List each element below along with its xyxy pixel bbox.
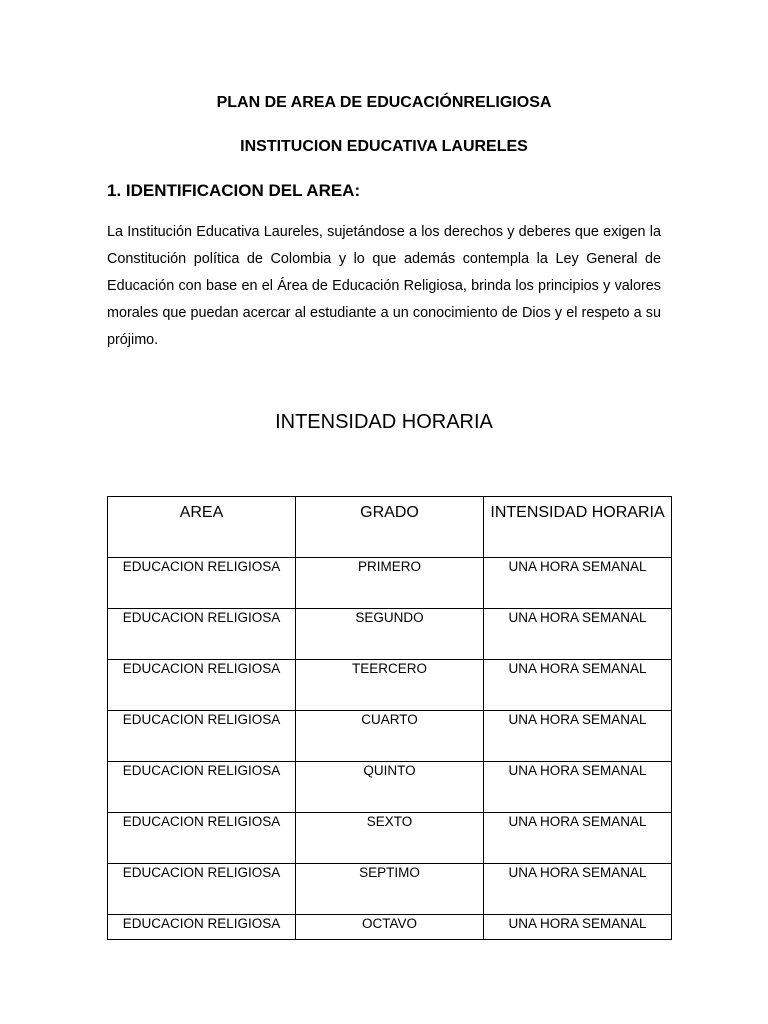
cell-intensidad: UNA HORA SEMANAL xyxy=(484,813,672,864)
table-row xyxy=(108,558,672,609)
cell-area: EDUCACION RELIGIOSA xyxy=(108,660,296,711)
table-row xyxy=(108,762,672,813)
cell-grado: QUINTO xyxy=(296,762,484,813)
cell-intensidad: UNA HORA SEMANAL xyxy=(484,915,672,940)
cell-intensidad: UNA HORA SEMANAL xyxy=(484,762,672,813)
table-row xyxy=(108,609,672,660)
table-row xyxy=(108,660,672,711)
cell-grado: SEPTIMO xyxy=(296,864,484,915)
cell-grado: CUARTO xyxy=(296,711,484,762)
document-title: PLAN DE AREA DE EDUCACIÓNRELIGIOSA xyxy=(216,94,552,111)
table-heading: INTENSIDAD HORARIA xyxy=(275,411,493,433)
cell-area: EDUCACION RELIGIOSA xyxy=(108,558,296,609)
cell-grado: OCTAVO xyxy=(296,915,484,940)
header-area: AREA xyxy=(108,497,296,558)
table-row xyxy=(108,864,672,915)
cell-grado: SEXTO xyxy=(296,813,484,864)
cell-grado: TEERCERO xyxy=(296,660,484,711)
intro-paragraph: La Institución Educativa Laureles, sujetándose a los derechos y deberes que exigen la Constitución política de Colombia y lo que además contempla la Ley General de Educación con base en el Área de Educación Religiosa, brinda los principios y valores morales que puedan acercar al estudiante a un conocimiento de Dios y el respeto a su prójimo. xyxy=(107,224,661,348)
table-row xyxy=(108,813,672,864)
cell-grado: SEGUNDO xyxy=(296,609,484,660)
cell-area: EDUCACION RELIGIOSA xyxy=(108,609,296,660)
section-heading: 1. IDENTIFICACION DEL AREA: xyxy=(107,181,361,200)
cell-intensidad: UNA HORA SEMANAL xyxy=(484,609,672,660)
cell-intensidad: UNA HORA SEMANAL xyxy=(484,711,672,762)
cell-grado: PRIMERO xyxy=(296,558,484,609)
header-intensidad: INTENSIDAD HORARIA xyxy=(484,497,672,558)
cell-area: EDUCACION RELIGIOSA xyxy=(108,711,296,762)
cell-area: EDUCACION RELIGIOSA xyxy=(108,762,296,813)
cell-intensidad: UNA HORA SEMANAL xyxy=(484,864,672,915)
schedule-table xyxy=(107,496,672,940)
cell-area: EDUCACION RELIGIOSA xyxy=(108,864,296,915)
cell-area: EDUCACION RELIGIOSA xyxy=(108,813,296,864)
document-subtitle: INSTITUCION EDUCATIVA LAURELES xyxy=(240,138,528,155)
table-row xyxy=(108,915,672,940)
cell-intensidad: UNA HORA SEMANAL xyxy=(484,660,672,711)
table-header-row xyxy=(108,497,672,558)
cell-area: EDUCACION RELIGIOSA xyxy=(108,915,296,940)
cell-intensidad: UNA HORA SEMANAL xyxy=(484,558,672,609)
table-row xyxy=(108,711,672,762)
header-grado: GRADO xyxy=(296,497,484,558)
